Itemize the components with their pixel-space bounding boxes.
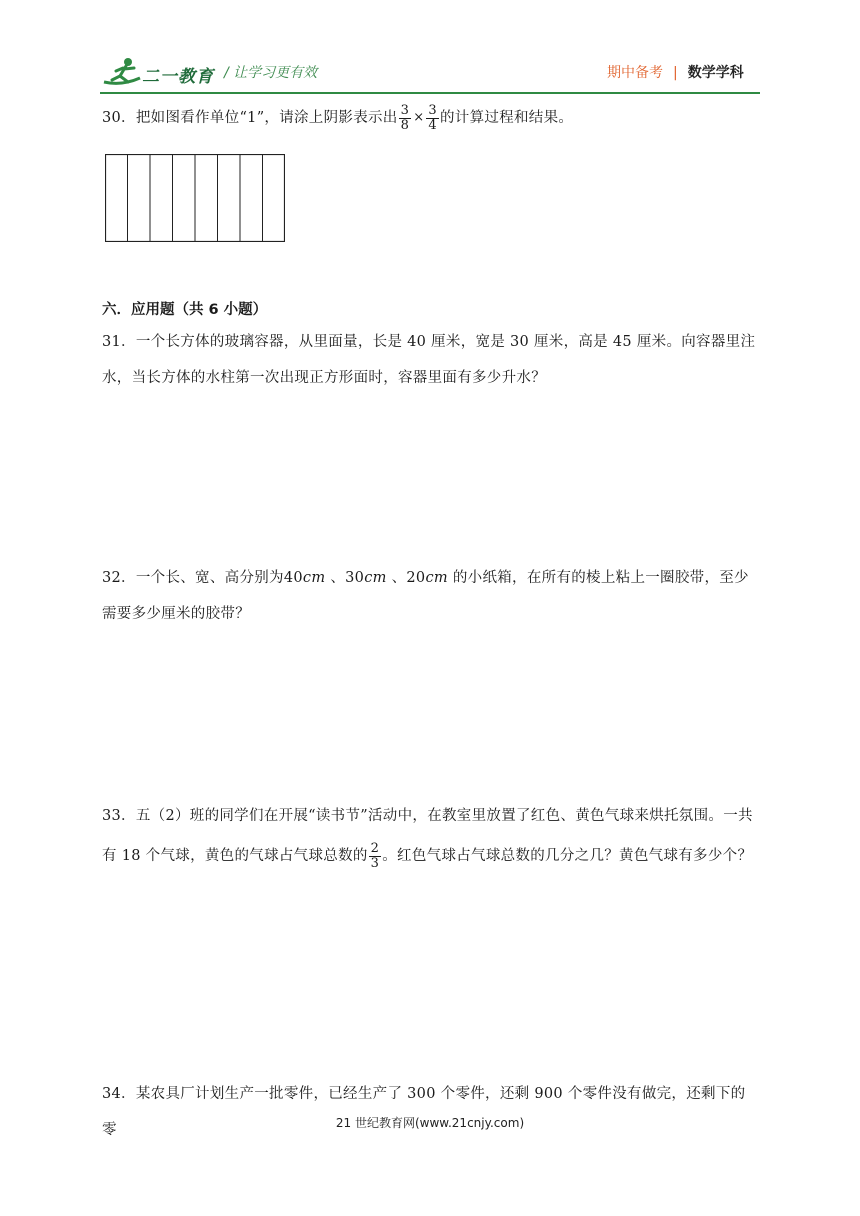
page-footer: 21 世纪教育网(www.21cnjy.com) bbox=[335, 1116, 525, 1130]
question-31: 31．一个长方体的玻璃容器，从里面量，长是 40 厘米，宽是 30 厘米，高是 45 厘米。向容器里注水，当长方体的水柱第一次出现正方形面时，容器里面有多少升水？ bbox=[102, 334, 756, 386]
q32-height-value: 20 bbox=[406, 570, 426, 586]
q30-fraction-1 bbox=[399, 104, 412, 133]
q30-prefix: 30．把如图看作单位“1”，请涂上阴影表示出 bbox=[102, 110, 398, 126]
q32-sep2: 、 bbox=[386, 570, 407, 586]
q30-suffix: 的计算过程和结果。 bbox=[439, 110, 574, 126]
q32-width-unit: cm bbox=[364, 570, 387, 586]
header-divider bbox=[100, 92, 760, 94]
slogan-text: 让学习更有效 bbox=[233, 65, 318, 81]
q33-frac-num: 2 bbox=[370, 840, 380, 856]
exam-label: 期中备考 bbox=[607, 65, 663, 81]
logo-text: 二一教育 bbox=[142, 67, 214, 87]
q32-height-unit: cm bbox=[425, 570, 448, 586]
q33-part2: 。红色气球占气球总数的几分之几？黄色气球有多少个？ bbox=[382, 848, 753, 864]
unit-rectangle-figure bbox=[105, 154, 285, 242]
question-33 bbox=[102, 796, 760, 876]
section-title: 六．应用题（共 6 小题） bbox=[102, 302, 268, 318]
header-right bbox=[607, 62, 744, 82]
page-header bbox=[0, 0, 860, 96]
question-30 bbox=[102, 100, 760, 136]
q32-part2: 的小纸箱，在所有的棱上粘上一圈胶带，至少需要多少厘米的胶带？ bbox=[102, 570, 749, 622]
q33-frac-den: 3 bbox=[370, 855, 380, 871]
q32-part1: 32．一个长、宽、高分别为 bbox=[102, 570, 284, 586]
question-34: 34．某农具厂计划生产一批零件，已经生产了 300 个零件，还剩 900 个零件没有做完，还剩下的零 bbox=[102, 1086, 746, 1138]
q30-times-sign: × bbox=[413, 110, 425, 125]
q30-frac1-den: 8 bbox=[400, 117, 410, 133]
q32-sep1: 、 bbox=[325, 570, 346, 586]
q33-fraction bbox=[369, 842, 382, 871]
question-32 bbox=[102, 560, 760, 632]
header-separator: | bbox=[673, 65, 678, 81]
q32-length-value: 40 bbox=[283, 570, 303, 586]
subject-label: 数学学科 bbox=[687, 65, 744, 81]
q32-length-unit: cm bbox=[302, 570, 326, 586]
q33-part1: 33．五（2）班的同学们在开展“读书节”活动中，在教室里放置了红色、黄色气球来烘托氛围。一共有 18 个气球，黄色的气球占气球总数的 bbox=[102, 808, 753, 864]
slogan: / 让学习更有效 bbox=[224, 65, 318, 81]
q30-frac2-num: 3 bbox=[428, 102, 437, 118]
q30-frac1-num: 3 bbox=[400, 102, 410, 118]
q30-frac2-den: 4 bbox=[428, 117, 437, 133]
q30-fraction-2 bbox=[426, 104, 439, 133]
q32-width-value: 30 bbox=[345, 570, 365, 586]
